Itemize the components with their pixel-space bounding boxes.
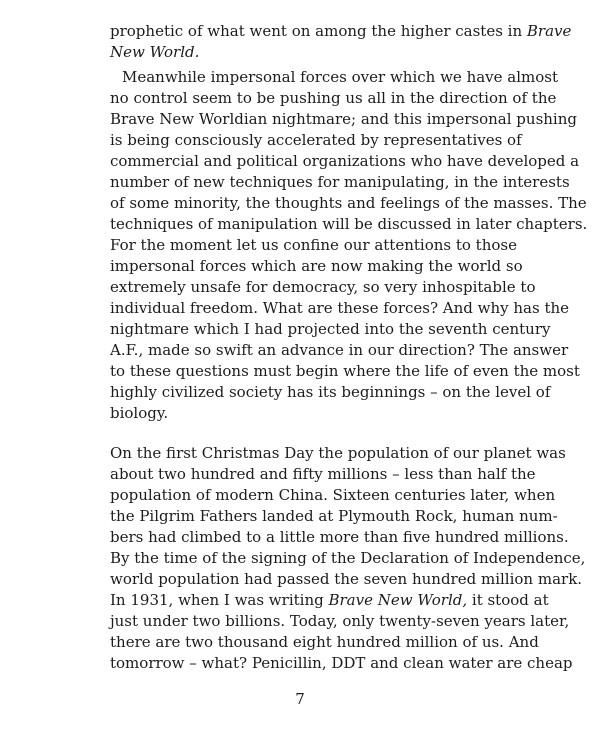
text-line: By the time of the signing of the Declaration of Independence, (110, 549, 586, 567)
text-line: world population had passed the seven hundred million mark. (110, 570, 583, 588)
text-line: highly civilized society has its beginnings – on the level of (110, 383, 551, 401)
text-line: Brave New Worldian nightmare; and this impersonal pushing (110, 110, 577, 128)
text-line: In 1931, when I was writing Brave New World, it stood at (110, 591, 549, 609)
text-line: about two hundred and fifty millions – less than half the (110, 465, 536, 483)
text-line: For the moment let us confine our attentions to those (110, 236, 517, 254)
text-line: the Pilgrim Fathers landed at Plymouth Rock, human num- (110, 507, 558, 525)
text-line: techniques of manipulation will be discussed in later chapters. (110, 215, 588, 233)
text-line: New World. (110, 43, 200, 61)
text-line: number of new techniques for manipulating, in the interests (110, 173, 570, 191)
text-line: individual freedom. What are these forces? And why has the (110, 299, 570, 317)
text-line: of some minority, the thoughts and feelings of the masses. The (110, 194, 587, 212)
text-line: prophetic of what went on among the higher castes in Brave (110, 22, 572, 40)
text-line: bers had climbed to a little more than five hundred millions. (110, 528, 569, 546)
text-line: extremely unsafe for democracy, so very inhospitable to (110, 278, 536, 296)
text-line: Meanwhile impersonal forces over which we have almost (122, 68, 559, 86)
text-line: no control seem to be pushing us all in the direction of the (110, 89, 557, 107)
text-line: On the first Christmas Day the population of our planet was (110, 444, 566, 462)
text-line: impersonal forces which are now making the world so (110, 257, 523, 275)
page-number: 7 (295, 690, 305, 708)
text-line: A.F., made so swift an advance in our direction? The answer (110, 341, 569, 359)
text-line: population of modern China. Sixteen centuries later, when (110, 486, 556, 504)
text-line: commercial and political organizations who have developed a (110, 152, 580, 170)
text-line: tomorrow – what? Penicillin, DDT and clean water are cheap (110, 654, 573, 672)
text-line: is being consciously accelerated by representatives of (110, 131, 522, 149)
text-line: to these questions must begin where the life of even the most (110, 362, 580, 380)
text-line: biology. (110, 404, 169, 422)
text-line: just under two billions. Today, only twenty-seven years later, (110, 612, 570, 630)
text-line: nightmare which I had projected into the seventh century (110, 320, 551, 338)
text-line: there are two thousand eight hundred million of us. And (110, 633, 539, 651)
